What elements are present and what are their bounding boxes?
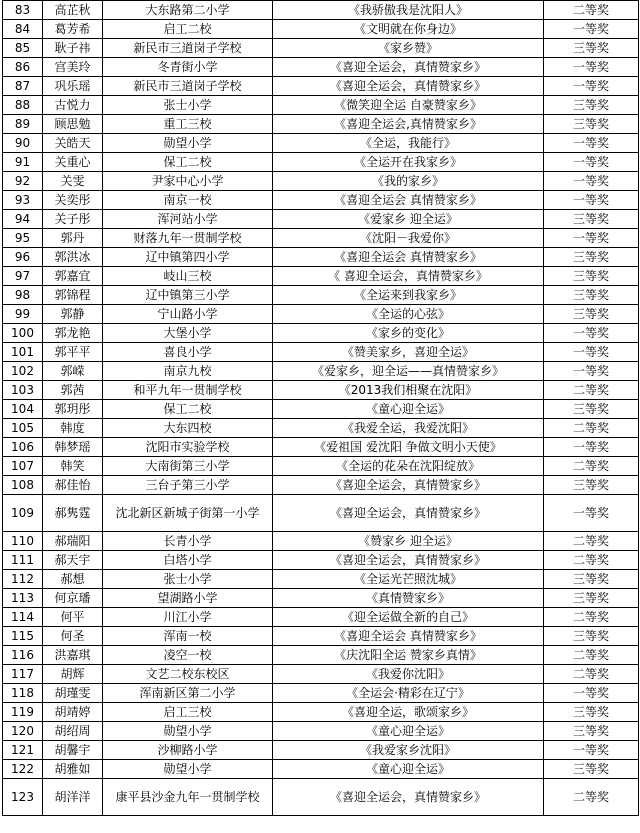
school-name: 大堡小学	[103, 324, 273, 343]
school-name: 保工二校	[103, 400, 273, 419]
row-number: 106	[3, 438, 43, 457]
table-row	[3, 419, 639, 438]
award-level: 二等奖	[544, 551, 639, 570]
student-name: 韩梦瑶	[43, 438, 103, 457]
work-title: 《2013我们相聚在沈阳》	[273, 381, 544, 400]
work-title: 《赞家乡 迎全运》	[273, 532, 544, 551]
student-name: 郭嘉宜	[43, 267, 103, 286]
award-level: 二等奖	[544, 779, 639, 816]
award-level: 三等奖	[544, 627, 639, 646]
work-title: 《喜迎全运会，真情赞家乡》	[273, 779, 544, 816]
student-name: 古悦力	[43, 96, 103, 115]
school-name: 冬青街小学	[103, 58, 273, 77]
row-number: 94	[3, 210, 43, 229]
row-number: 90	[3, 134, 43, 153]
award-level: 二等奖	[544, 532, 639, 551]
table-row	[3, 438, 639, 457]
row-number: 89	[3, 115, 43, 134]
row-number: 108	[3, 476, 43, 495]
table-row	[3, 191, 639, 210]
row-number: 110	[3, 532, 43, 551]
school-name: 沈阳市实验学校	[103, 438, 273, 457]
table-row	[3, 134, 639, 153]
school-name: 勋望小学	[103, 760, 273, 779]
award-level: 一等奖	[544, 229, 639, 248]
school-name: 重工三校	[103, 115, 273, 134]
school-name: 南京九校	[103, 362, 273, 381]
work-title: 《全运光芒照沈城》	[273, 570, 544, 589]
work-title: 《家乡赞》	[273, 39, 544, 58]
table-row	[3, 248, 639, 267]
work-title: 《全运，我能行》	[273, 134, 544, 153]
row-number: 88	[3, 96, 43, 115]
row-number: 123	[3, 779, 43, 816]
student-name: 郭洪冰	[43, 248, 103, 267]
table-row	[3, 324, 639, 343]
school-name: 沙柳路小学	[103, 741, 273, 760]
work-title: 《赞美家乡，喜迎全运》	[273, 343, 544, 362]
row-number: 117	[3, 665, 43, 684]
student-name: 胡雅如	[43, 760, 103, 779]
work-title: 《文明就在你身边》	[273, 20, 544, 39]
row-number: 87	[3, 77, 43, 96]
student-name: 郝隽霆	[43, 495, 103, 532]
school-name: 康平县沙金九年一贯制学校	[103, 779, 273, 816]
award-level: 一等奖	[544, 438, 639, 457]
school-name: 和平九年一贯制学校	[103, 381, 273, 400]
award-level: 三等奖	[544, 248, 639, 267]
table-row	[3, 476, 639, 495]
student-name: 郭静	[43, 305, 103, 324]
work-title: 《喜迎全运会，真情赞家乡》	[273, 77, 544, 96]
school-name: 川江小学	[103, 608, 273, 627]
table-row	[3, 305, 639, 324]
row-number: 109	[3, 495, 43, 532]
work-title: 《沈阳－我爱你》	[273, 229, 544, 248]
school-name: 浑南新区第二小学	[103, 684, 273, 703]
row-number: 104	[3, 400, 43, 419]
row-number: 115	[3, 627, 43, 646]
row-number: 91	[3, 153, 43, 172]
school-name: 辽中镇第三小学	[103, 286, 273, 305]
table-row	[3, 96, 639, 115]
work-title: 《喜迎全运会，真情赞家乡》	[273, 58, 544, 77]
award-level: 一等奖	[544, 58, 639, 77]
school-name: 望湖路小学	[103, 589, 273, 608]
work-title: 《 喜迎全运会，真情赞家乡》	[273, 267, 544, 286]
table-row	[3, 779, 639, 816]
school-name: 浑河站小学	[103, 210, 273, 229]
table-row	[3, 665, 639, 684]
work-title: 《我爱家乡沈阳》	[273, 741, 544, 760]
award-level: 三等奖	[544, 115, 639, 134]
table-row	[3, 267, 639, 286]
row-number: 102	[3, 362, 43, 381]
school-name: 新民市三道岗子学校	[103, 39, 273, 58]
table-row	[3, 589, 639, 608]
student-name: 郭锦程	[43, 286, 103, 305]
student-name: 郭茜	[43, 381, 103, 400]
school-name: 凌空一校	[103, 646, 273, 665]
school-name: 白塔小学	[103, 551, 273, 570]
table-row	[3, 362, 639, 381]
award-level: 一等奖	[544, 191, 639, 210]
school-name: 长青小学	[103, 532, 273, 551]
table-row	[3, 570, 639, 589]
work-title: 《全运来到我家乡》	[273, 286, 544, 305]
award-level: 三等奖	[544, 39, 639, 58]
table-row	[3, 77, 639, 96]
award-level: 一等奖	[544, 77, 639, 96]
student-name: 胡瑾雯	[43, 684, 103, 703]
row-number: 97	[3, 267, 43, 286]
school-name: 张士小学	[103, 96, 273, 115]
school-name: 浑南一校	[103, 627, 273, 646]
work-title: 《全运会·精彩在辽宁》	[273, 684, 544, 703]
student-name: 胡绍周	[43, 722, 103, 741]
student-name: 胡靖婷	[43, 703, 103, 722]
school-name: 大东路第二小学	[103, 1, 273, 20]
table-row	[3, 58, 639, 77]
row-number: 105	[3, 419, 43, 438]
work-title: 《我的家乡》	[273, 172, 544, 191]
row-number: 112	[3, 570, 43, 589]
award-level: 二等奖	[544, 457, 639, 476]
award-level: 三等奖	[544, 476, 639, 495]
table-row	[3, 210, 639, 229]
table-row	[3, 153, 639, 172]
table-row	[3, 627, 639, 646]
table-row	[3, 703, 639, 722]
work-title: 《迎全运做全新的自己》	[273, 608, 544, 627]
work-title: 《喜迎全运，歌颂家乡》	[273, 703, 544, 722]
row-number: 83	[3, 1, 43, 20]
student-name: 关雯	[43, 172, 103, 191]
award-level: 二等奖	[544, 608, 639, 627]
award-level: 三等奖	[544, 305, 639, 324]
row-number: 84	[3, 20, 43, 39]
work-title: 《真情赞家乡》	[273, 589, 544, 608]
work-title: 《全运的心弦》	[273, 305, 544, 324]
school-name: 勋望小学	[103, 134, 273, 153]
work-title: 《喜迎全运会，真情赞家乡》	[273, 476, 544, 495]
work-title: 《我骄傲我是沈阳人》	[273, 1, 544, 20]
award-level: 三等奖	[544, 286, 639, 305]
row-number: 118	[3, 684, 43, 703]
award-level: 一等奖	[544, 324, 639, 343]
school-name: 张士小学	[103, 570, 273, 589]
school-name: 喜良小学	[103, 343, 273, 362]
table-row	[3, 722, 639, 741]
award-level: 一等奖	[544, 20, 639, 39]
table-row	[3, 115, 639, 134]
work-title: 《全运的花朵在沈阳绽放》	[273, 457, 544, 476]
award-level: 一等奖	[544, 172, 639, 191]
student-name: 郝天宇	[43, 551, 103, 570]
row-number: 121	[3, 741, 43, 760]
student-name: 郝想	[43, 570, 103, 589]
award-level: 二等奖	[544, 1, 639, 20]
row-number: 116	[3, 646, 43, 665]
award-level: 一等奖	[544, 343, 639, 362]
table-row	[3, 381, 639, 400]
award-level: 一等奖	[544, 362, 639, 381]
award-level: 一等奖	[544, 684, 639, 703]
row-number: 85	[3, 39, 43, 58]
row-number: 92	[3, 172, 43, 191]
table-row	[3, 172, 639, 191]
work-title: 《微笑迎全运 自豪赞家乡》	[273, 96, 544, 115]
table-row	[3, 684, 639, 703]
student-name: 郭丹	[43, 229, 103, 248]
work-title: 《庆沈阳全运 赞家乡真情》	[273, 646, 544, 665]
award-level: 二等奖	[544, 665, 639, 684]
row-number: 113	[3, 589, 43, 608]
work-title: 《喜迎全运会 真情赞家乡》	[273, 191, 544, 210]
student-name: 关奕彤	[43, 191, 103, 210]
row-number: 101	[3, 343, 43, 362]
row-number: 95	[3, 229, 43, 248]
student-name: 郝瑞阳	[43, 532, 103, 551]
row-number: 98	[3, 286, 43, 305]
table-row	[3, 646, 639, 665]
school-name: 辽中镇第四小学	[103, 248, 273, 267]
award-level: 三等奖	[544, 570, 639, 589]
table-row	[3, 39, 639, 58]
student-name: 韩度	[43, 419, 103, 438]
award-level: 一等奖	[544, 153, 639, 172]
row-number: 103	[3, 381, 43, 400]
student-name: 何京璠	[43, 589, 103, 608]
student-name: 关子彤	[43, 210, 103, 229]
work-title: 《爱家乡 迎全运》	[273, 210, 544, 229]
work-title: 《喜迎全运会，真情赞家乡》	[273, 551, 544, 570]
student-name: 郭龙艳	[43, 324, 103, 343]
award-level: 一等奖	[544, 495, 639, 532]
table-row	[3, 286, 639, 305]
school-name: 大东四校	[103, 419, 273, 438]
award-table	[2, 0, 639, 816]
student-name: 韩笑	[43, 457, 103, 476]
award-level: 二等奖	[544, 381, 639, 400]
work-title: 《全运开在我家乡》	[273, 153, 544, 172]
table-row	[3, 495, 639, 532]
award-level: 一等奖	[544, 741, 639, 760]
student-name: 耿子祎	[43, 39, 103, 58]
school-name: 岐山三校	[103, 267, 273, 286]
table-row	[3, 229, 639, 248]
school-name: 南京一校	[103, 191, 273, 210]
table-row	[3, 551, 639, 570]
student-name: 关皓天	[43, 134, 103, 153]
school-name: 财落九年一贯制学校	[103, 229, 273, 248]
work-title: 《喜迎全运会,真情赞家乡》	[273, 115, 544, 134]
table-row	[3, 760, 639, 779]
student-name: 何圣	[43, 627, 103, 646]
work-title: 《我爱你沈阳》	[273, 665, 544, 684]
row-number: 111	[3, 551, 43, 570]
school-name: 启工三校	[103, 703, 273, 722]
school-name: 新民市三道岗子学校	[103, 77, 273, 96]
work-title: 《喜迎全运会，真情赞家乡》	[273, 495, 544, 532]
row-number: 122	[3, 760, 43, 779]
school-name: 尹家中心小学	[103, 172, 273, 191]
award-level: 三等奖	[544, 703, 639, 722]
student-name: 顾思勉	[43, 115, 103, 134]
student-name: 高芷秋	[43, 1, 103, 20]
work-title: 《童心迎全运》	[273, 400, 544, 419]
school-name: 启工二校	[103, 20, 273, 39]
school-name: 宁山路小学	[103, 305, 273, 324]
work-title: 《我爱全运，我爱沈阳》	[273, 419, 544, 438]
work-title: 《喜迎全运会 真情赞家乡》	[273, 248, 544, 267]
award-level: 三等奖	[544, 589, 639, 608]
award-level: 一等奖	[544, 134, 639, 153]
student-name: 郝佳怡	[43, 476, 103, 495]
table-row	[3, 343, 639, 362]
student-name: 关重心	[43, 153, 103, 172]
work-title: 《爱祖国 爱沈阳 争做文明小天使》	[273, 438, 544, 457]
school-name: 沈北新区新城子街第一小学	[103, 495, 273, 532]
school-name: 文艺二校东校区	[103, 665, 273, 684]
school-name: 保工二校	[103, 153, 273, 172]
award-level: 三等奖	[544, 96, 639, 115]
award-table-body	[3, 1, 639, 816]
row-number: 119	[3, 703, 43, 722]
school-name: 大南街第三小学	[103, 457, 273, 476]
work-title: 《童心迎全运》	[273, 760, 544, 779]
row-number: 107	[3, 457, 43, 476]
table-row	[3, 457, 639, 476]
row-number: 100	[3, 324, 43, 343]
award-level: 二等奖	[544, 419, 639, 438]
student-name: 洪嘉琪	[43, 646, 103, 665]
student-name: 宫美玲	[43, 58, 103, 77]
student-name: 胡辉	[43, 665, 103, 684]
student-name: 巩乐瑶	[43, 77, 103, 96]
student-name: 胡馨宇	[43, 741, 103, 760]
school-name: 三台子第三小学	[103, 476, 273, 495]
table-row	[3, 532, 639, 551]
work-title: 《家乡的变化》	[273, 324, 544, 343]
table-row	[3, 608, 639, 627]
award-level: 三等奖	[544, 267, 639, 286]
student-name: 郭平平	[43, 343, 103, 362]
row-number: 114	[3, 608, 43, 627]
table-row	[3, 400, 639, 419]
work-title: 《爱家乡，迎全运——真情赞家乡》	[273, 362, 544, 381]
award-level: 三等奖	[544, 400, 639, 419]
school-name: 勋望小学	[103, 722, 273, 741]
table-row	[3, 741, 639, 760]
award-level: 三等奖	[544, 210, 639, 229]
work-title: 《喜迎全运会 真情赞家乡》	[273, 627, 544, 646]
row-number: 86	[3, 58, 43, 77]
row-number: 120	[3, 722, 43, 741]
award-level: 三等奖	[544, 760, 639, 779]
table-row	[3, 1, 639, 20]
award-level: 三等奖	[544, 722, 639, 741]
work-title: 《童心迎全运》	[273, 722, 544, 741]
table-row	[3, 20, 639, 39]
student-name: 郭嵘	[43, 362, 103, 381]
row-number: 93	[3, 191, 43, 210]
student-name: 葛芳希	[43, 20, 103, 39]
row-number: 99	[3, 305, 43, 324]
award-level: 二等奖	[544, 646, 639, 665]
student-name: 何平	[43, 608, 103, 627]
row-number: 96	[3, 248, 43, 267]
student-name: 郭玥彤	[43, 400, 103, 419]
student-name: 胡洋洋	[43, 779, 103, 816]
